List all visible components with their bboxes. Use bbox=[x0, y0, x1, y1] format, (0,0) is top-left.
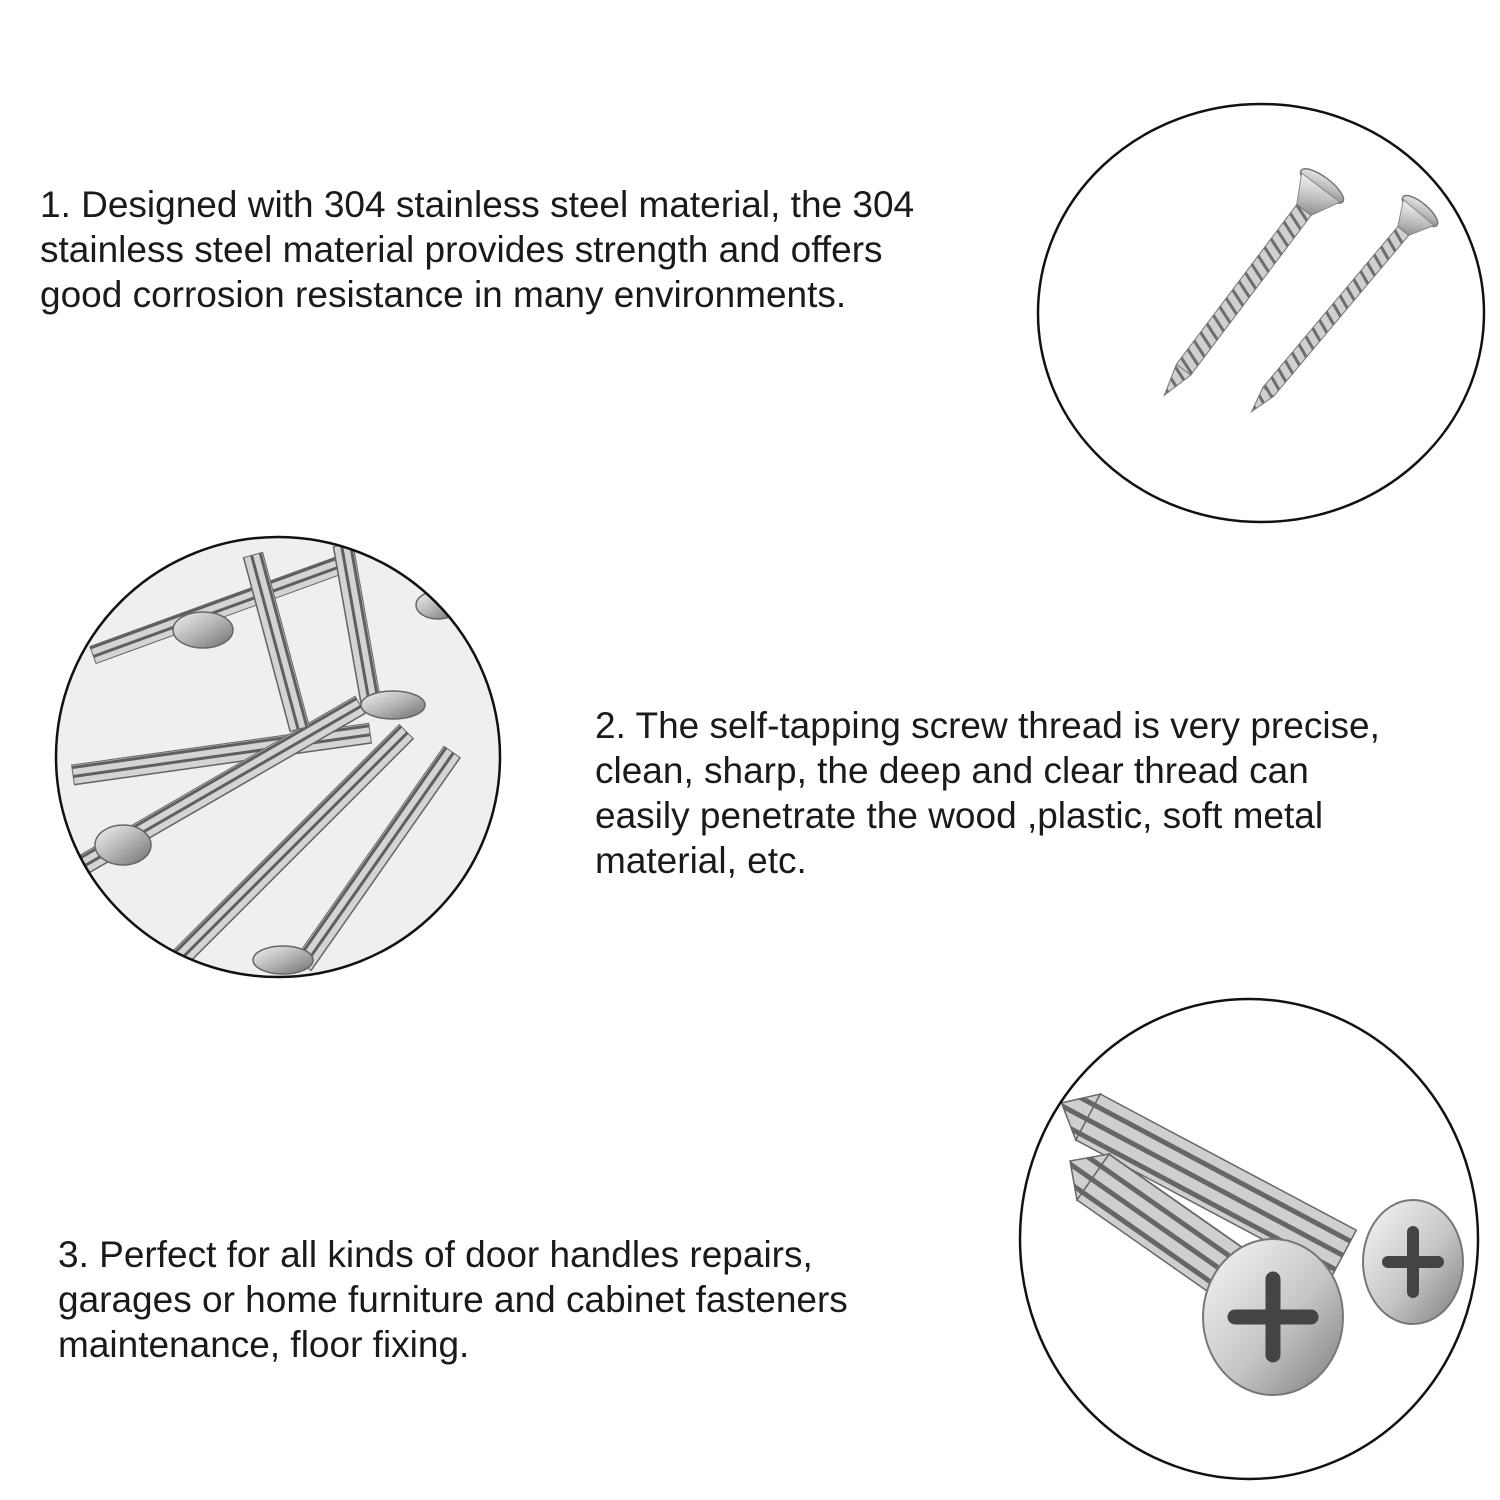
feature-2-line-3: easily penetrate the wood ,plastic, soft metal bbox=[595, 795, 1324, 836]
feature-3-text bbox=[58, 1232, 848, 1367]
feature-3-line-1: 3. Perfect for all kinds of door handles repairs, bbox=[58, 1234, 813, 1275]
feature-1-line-3: good corrosion resistance in many environments. bbox=[40, 274, 847, 315]
phillips-head-screws-closeup-icon bbox=[1018, 997, 1481, 1482]
feature-2-text bbox=[595, 703, 1380, 883]
two-countersunk-screws-icon bbox=[1035, 101, 1487, 525]
feature-1-text bbox=[40, 182, 914, 317]
feature-3-line-2: garages or home furniture and cabinet fasteners bbox=[58, 1279, 848, 1320]
pile-of-screws-icon bbox=[53, 535, 503, 980]
feature-2-line-2: clean, sharp, the deep and clear thread can bbox=[595, 750, 1309, 791]
feature-1-line-2: stainless steel material provides strength and offers bbox=[40, 229, 883, 270]
feature-3-line-3: maintenance, floor fixing. bbox=[58, 1324, 470, 1365]
feature-2-line-1: 2. The self-tapping screw thread is very precise, bbox=[595, 705, 1380, 746]
feature-2-line-4: material, etc. bbox=[595, 840, 807, 881]
feature-1-line-1: 1. Designed with 304 stainless steel material, the 304 bbox=[40, 184, 915, 225]
